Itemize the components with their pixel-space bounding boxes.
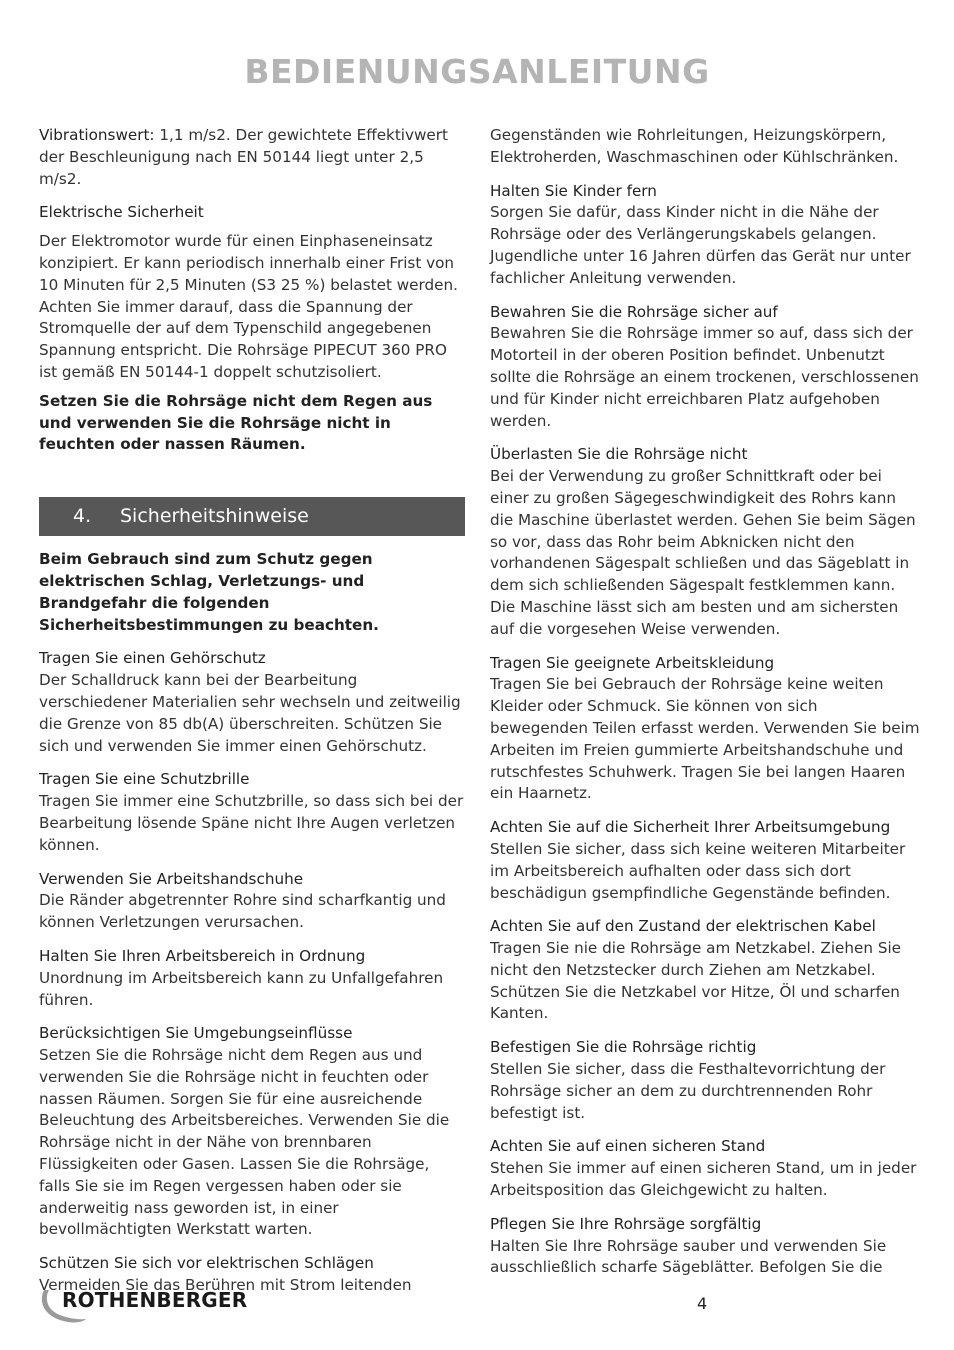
- item-text: Stellen Sie sicher, dass sich keine weiteren Mitarbeiter im Arbeitsbereich aufhalten oder dass sich dort beschädigun gsempfindliche Gegenstände befinden.: [490, 839, 906, 902]
- safety-item-hearing: [39, 648, 465, 757]
- item-heading: Halten Sie Ihren Arbeitsbereich in Ordnung: [39, 946, 366, 965]
- safety-item-workspace: [39, 946, 465, 1011]
- safety-item-environment: [39, 1023, 465, 1241]
- item-text: Halten Sie Ihre Rohrsäge sauber und verwenden Sie ausschließlich scharfe Sägeblätter. Befolgen Sie die: [490, 1236, 887, 1277]
- safety-item-children: [490, 181, 920, 290]
- vibration-text: 1,1 m/s2. Der gewichtete Effektivwert der Beschleunigung nach EN 50144 liegt unter 2,5 m/s2.: [39, 126, 448, 188]
- item-text: Bei der Verwendung zu großer Schnittkraft oder bei einer zu großen Sägegeschwindigkeit des Rohrs kann die Maschine überlastet werden. Gehen Sie beim Sägen so vor, dass das Rohr beim Abknicken nicht den vorhandenen Sägespalt schließen und das Sägeblatt in dem sich schließenden Sägespalt festklemmen kann. Die Maschine lässt sich am besten und am sichersten auf die vorgesehen Weise verwenden.: [490, 467, 916, 638]
- electric-text: Der Elektromotor wurde für einen Einphaseneinsatz konzipiert. Er kann periodisch innerhalb einer Frist von 10 Minuten für 2,5 Minuten (S3 25 %) belastet werden. Achten Sie immer darauf, dass die Spannung der Stromquelle der auf dem Typenschild angegebenen Spannung entspricht. Die Rohrsäge PIPECUT 360 PRO ist gemäß EN 50144-1 doppelt schutzisoliert.: [39, 232, 458, 381]
- item-heading: Achten Sie auf den Zustand der elektrischen Kabel: [490, 917, 876, 936]
- safety-item-maintenance: [490, 1214, 920, 1279]
- safety-item-mounting: [490, 1037, 920, 1124]
- item-heading: Tragen Sie eine Schutzbrille: [39, 770, 250, 789]
- item-heading: Überlasten Sie die Rohrsäge nicht: [490, 445, 748, 464]
- section-heading: [39, 497, 465, 536]
- safety-item-goggles: [39, 769, 465, 856]
- item-heading: Halten Sie Kinder fern: [490, 181, 657, 200]
- vibration-label: Vibrationswert:: [39, 126, 155, 144]
- safety-item-gloves: [39, 869, 465, 934]
- item-heading: Befestigen Sie die Rohrsäge richtig: [490, 1038, 757, 1057]
- item-heading: Schützen Sie sich vor elektrischen Schlägen: [39, 1254, 374, 1273]
- item-text: Stellen Sie sicher, dass die Festhaltevorrichtung der Rohrsäge sicher an dem zu durchtrennenden Rohr befestigt ist.: [490, 1060, 886, 1122]
- item-heading: Bewahren Sie die Rohrsäge sicher auf: [490, 302, 778, 321]
- rain-warning: Setzen Sie die Rohrsäge nicht dem Regen aus und verwenden Sie die Rohrsäge nicht in feuchten oder nassen Räumen.: [39, 391, 433, 454]
- section-title: Sicherheitshinweise: [120, 505, 309, 528]
- item-text: Setzen Sie die Rohrsäge nicht dem Regen aus und verwenden Sie die Rohrsäge nicht in feuchten oder nassen Räumen. Sorgen Sie für eine ausreichende Beleuchtung des Arbeitsbereiches. Verwenden Sie die Rohrsäge nicht in der Nähe von brennbaren Flüssigkeiten oder Gasen. Lassen Sie die Rohrsäge, falls Sie sie im Regen vergessen haben oder sie anderweitig nass geworden ist, in einer bevollmächtigten Werkstatt warten.: [39, 1046, 450, 1239]
- item-text: Der Schalldruck kann bei der Bearbeitung verschiedener Materialien sehr wechseln und zeitweilig die Grenze von 85 db(A) überschreiten. Schützen Sie sich und verwenden Sie immer einen Gehörschutz.: [39, 671, 461, 755]
- item-heading: Pflegen Sie Ihre Rohrsäge sorgfältig: [490, 1214, 762, 1233]
- safety-item-stance: [490, 1136, 920, 1201]
- logo-text: ROTHENBERGER: [62, 1288, 248, 1312]
- item-text: Tragen Sie nie die Rohrsäge am Netzkabel. Ziehen Sie nicht den Netzstecker durch Ziehen am Netzkabel. Schützen Sie die Netzkabel vor Hitze, Öl und scharfen Kanten.: [490, 939, 902, 1023]
- safety-item-cables: [490, 916, 920, 1025]
- item-heading: Tragen Sie geeignete Arbeitskleidung: [490, 653, 775, 672]
- right-column: [490, 125, 920, 1279]
- item-heading: Verwenden Sie Arbeitshandschuhe: [39, 869, 304, 888]
- item-text: Tragen Sie immer eine Schutzbrille, so dass sich bei der Bearbeitung lösende Späne nicht Ihre Augen verletzen können.: [39, 792, 464, 854]
- safety-intro: Beim Gebrauch sind zum Schutz gegen elektrischen Schlag, Verletzungs- und Brandgefahr die folgenden Sicherheitsbestimmungen zu beachten.: [39, 550, 379, 634]
- continuation-text: Gegenständen wie Rohrleitungen, Heizungskörpern, Elektroherden, Waschmaschinen oder Kühlschränken.: [490, 126, 899, 166]
- item-text: Stehen Sie immer auf einen sicheren Stand, um in jeder Arbeitsposition das Gleichgewicht zu halten.: [490, 1159, 917, 1200]
- item-heading: Achten Sie auf einen sicheren Stand: [490, 1137, 766, 1156]
- safety-item-surroundings: [490, 817, 920, 904]
- section-number: 4.: [73, 505, 92, 528]
- item-text: Die Ränder abgetrennter Rohre sind scharfkantig und können Verletzungen verursachen.: [39, 891, 446, 932]
- item-heading: Achten Sie auf die Sicherheit Ihrer Arbeitsumgebung: [490, 818, 891, 837]
- rothenberger-logo: [38, 1286, 278, 1326]
- left-column: [39, 125, 465, 1297]
- electric-heading: Elektrische Sicherheit: [39, 203, 204, 222]
- item-text: Unordnung im Arbeitsbereich kann zu Unfallgefahren führen.: [39, 968, 444, 1009]
- page-title: BEDIENUNGSANLEITUNG: [244, 52, 710, 91]
- safety-item-overload: [490, 444, 920, 640]
- item-heading: Berücksichtigen Sie Umgebungseinflüsse: [39, 1024, 353, 1043]
- item-heading: Tragen Sie einen Gehörschutz: [39, 649, 266, 668]
- item-text: Vermeiden Sie das Berühren mit Strom leitenden: [39, 1276, 412, 1295]
- vibration-paragraph: [39, 125, 465, 190]
- item-text: Bewahren Sie die Rohrsäge immer so auf, dass sich der Motorteil in der oberen Position befindet. Unbenutzt sollte die Rohrsäge an einem trockenen, verschlossenen und für Kinder nicht erreichbaren Platz aufgehoben werden.: [490, 324, 919, 430]
- item-text: Tragen Sie bei Gebrauch der Rohrsäge keine weiten Kleider oder Schmuck. Sie können von sich bewegenden Teilen erfasst werden. Verwenden Sie beim Arbeiten im Freien gummierte Arbeitshandschuhe und rutschfestes Schuhwerk. Tragen Sie bei langen Haaren ein Haarnetz.: [490, 675, 920, 803]
- safety-item-clothing: [490, 653, 920, 806]
- page-number: 4: [697, 1294, 708, 1313]
- safety-item-storage: [490, 302, 920, 433]
- item-text: Sorgen Sie dafür, dass Kinder nicht in die Nähe der Rohrsäge oder des Verlängerungskabels gelangen. Jugendliche unter 16 Jahren dürfen das Gerät nur unter fachlicher Anleitung verwenden.: [490, 203, 911, 287]
